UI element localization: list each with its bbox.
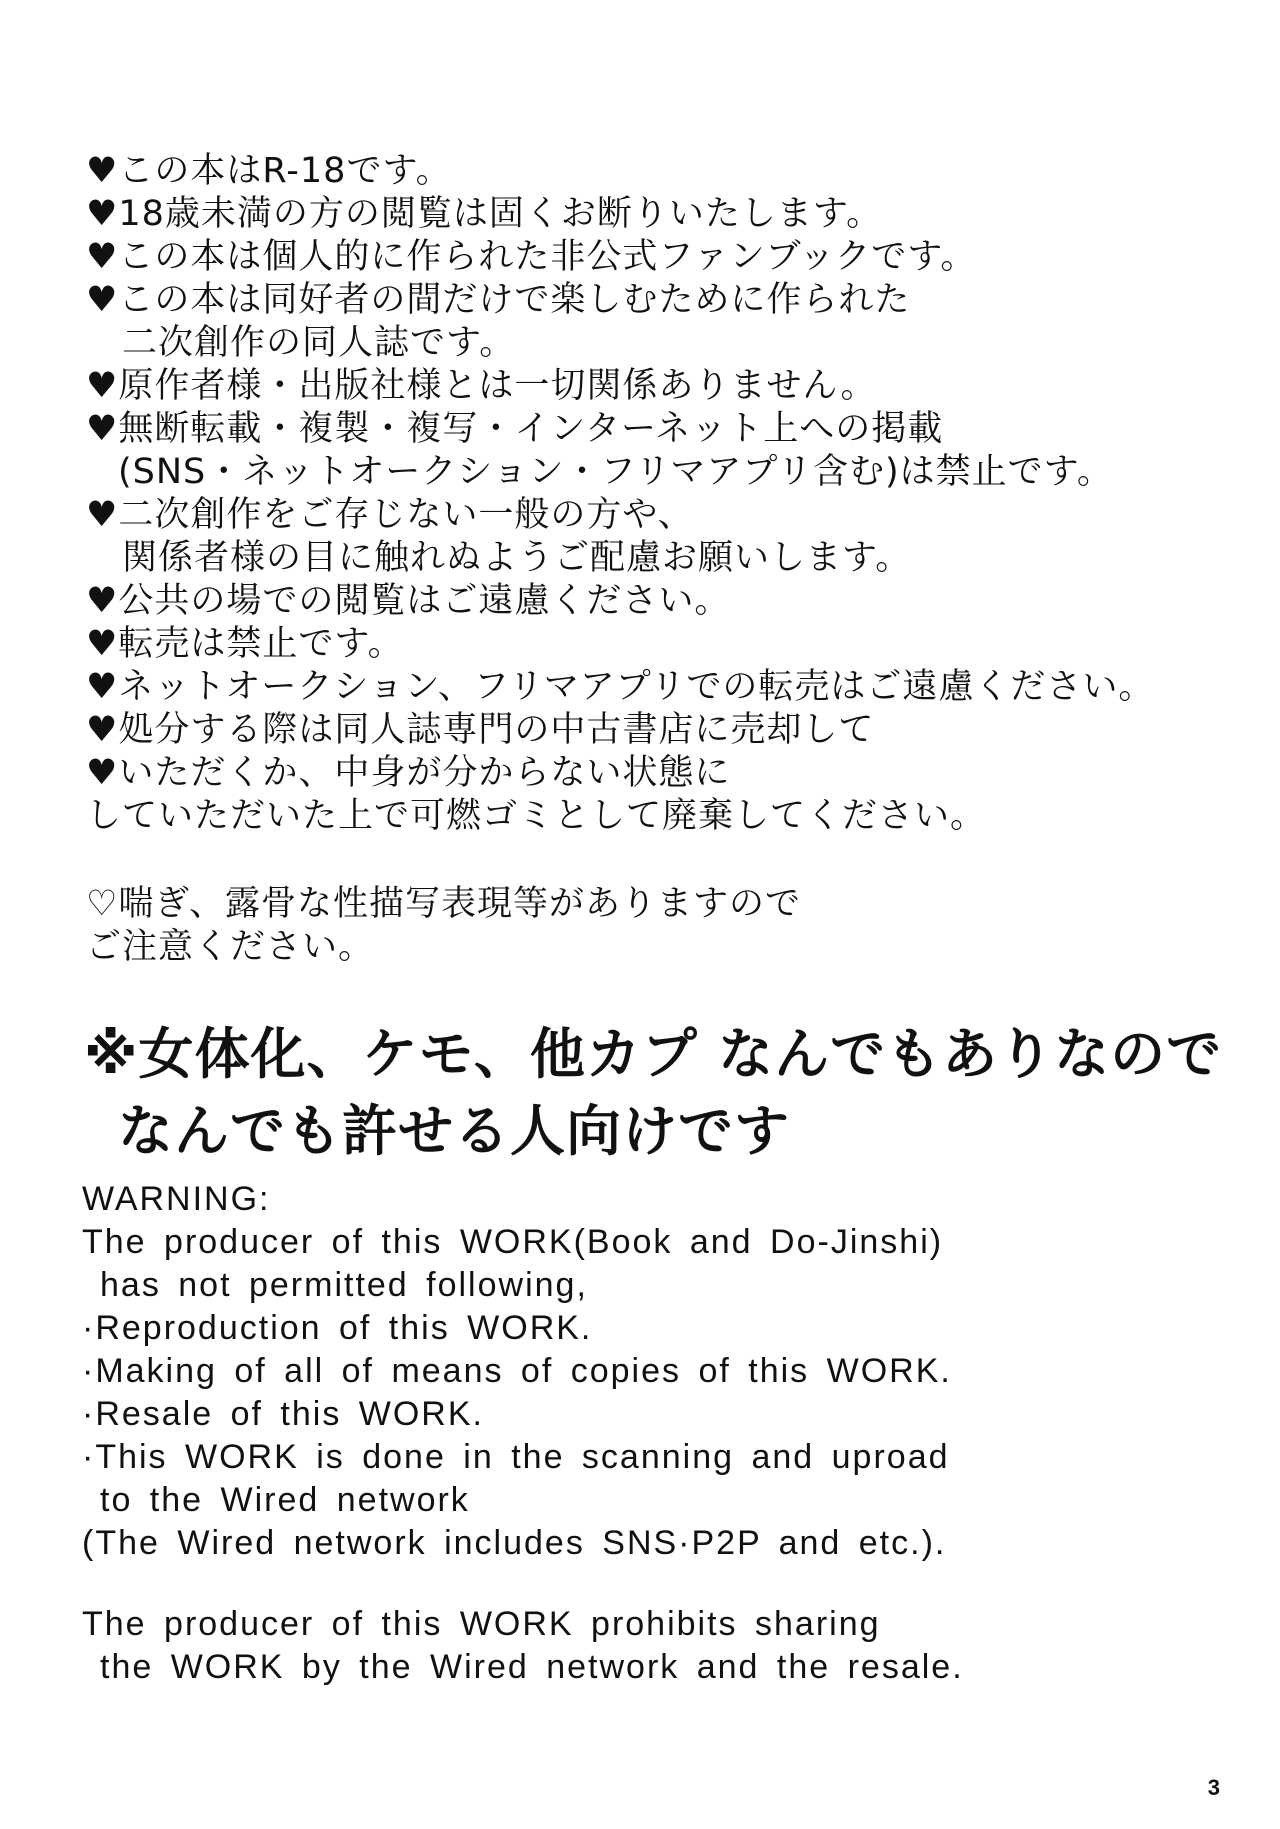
warning-line: ·Reproduction of this WORK. bbox=[82, 1309, 593, 1347]
notice-item: ♥二次創作をご存じない一般の方や、 bbox=[86, 495, 694, 535]
headline-line: なんでも許せる人向けです bbox=[118, 1099, 791, 1163]
notice-item: ♥転売は禁止です。 bbox=[86, 624, 404, 664]
notice-item-continuation: 二次創作の同人誌です。 bbox=[122, 323, 516, 363]
warning-closing-line: the WORK by the Wired network and the resale. bbox=[100, 1648, 964, 1686]
warning-line: (The Wired network includes SNS·P2P and etc.). bbox=[82, 1524, 947, 1562]
notice-item: ♥この本は個人的に作られた非公式ファンブックです。 bbox=[86, 237, 977, 277]
paragraph-gap bbox=[82, 1565, 964, 1603]
notice-item: ♥この本はR-18です。 bbox=[86, 151, 452, 191]
warning-title: WARNING: bbox=[82, 1180, 271, 1218]
notice-item-continuation: 関係者様の目に触れぬようご配慮お願いします。 bbox=[122, 538, 912, 578]
notice-item: ♥無断転載・複製・複写・インターネット上への掲載 bbox=[86, 409, 944, 449]
content-note bbox=[86, 883, 801, 969]
warning-line: has not permitted following, bbox=[100, 1266, 588, 1304]
headline bbox=[84, 1016, 1222, 1170]
notice-item: ♥公共の場での閲覧はご遠慮ください。 bbox=[86, 581, 731, 621]
notice-list bbox=[86, 150, 1206, 838]
notice-item: ♥ネットオークション、フリマアプリでの転売はご遠慮ください。 bbox=[86, 667, 1155, 707]
notice-item-continuation: していただいた上で可燃ゴミとして廃棄してください。 bbox=[86, 796, 987, 836]
content-note-line: ご注意ください。 bbox=[86, 927, 375, 967]
content-note-line: ♡喘ぎ、露骨な性描写表現等がありますので bbox=[86, 884, 801, 924]
notice-item: ♥18歳未満の方の閲覧は固くお断りいたします。 bbox=[86, 194, 883, 234]
notice-item: ♥処分する際は同人誌専門の中古書店に売却して bbox=[86, 710, 875, 750]
warning-line: ·Resale of this WORK. bbox=[82, 1395, 484, 1433]
headline-line: ※女体化、ケモ、他カプ なんでもありなので bbox=[84, 1022, 1223, 1086]
warning-closing-line: The producer of this WORK prohibits sharing bbox=[82, 1605, 881, 1643]
notice-item: ♥いただくか、中身が分からない状態に bbox=[86, 753, 731, 793]
warning-line: ·Making of all of means of copies of this WORK. bbox=[82, 1352, 952, 1390]
warning-line: The producer of this WORK(Book and Do-Jinshi) bbox=[82, 1223, 944, 1261]
warning-line: ·This WORK is done in the scanning and uproad bbox=[82, 1438, 950, 1476]
notice-item: ♥原作者様・出版社様とは一切関係ありません。 bbox=[86, 366, 877, 406]
notice-item: ♥この本は同好者の間だけで楽しむために作られた bbox=[86, 280, 911, 320]
warning-line: to the Wired network bbox=[100, 1481, 470, 1519]
notice-item-continuation: (SNS・ネットオークション・フリマアプリ含む)は禁止です。 bbox=[118, 452, 1113, 492]
english-warning bbox=[82, 1178, 964, 1689]
page-number: 3 bbox=[1207, 1775, 1220, 1800]
